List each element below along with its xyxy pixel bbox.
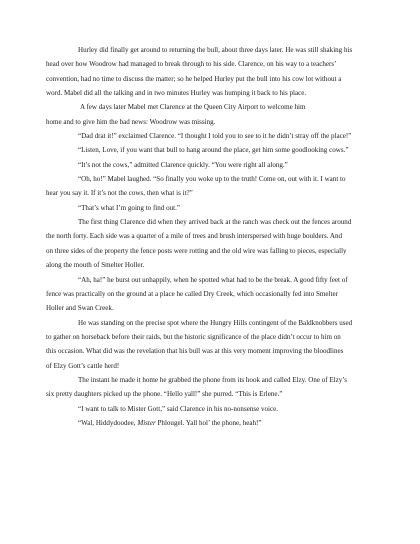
text-line: “Oh, ho!” Mabel laughed. “So finally you woke up to the truth! Come on, out with it. I want to <box>78 175 346 184</box>
text-line: fence was practically on the ground at a place he called Dry Creek, which occasionally fed into Smelter <box>46 289 338 298</box>
text-line: He was standing on the precise spot where the Hungry Hills contingent of the Baldknobbers used <box>78 318 353 327</box>
text-line: to gather on horseback before their raids, but the historic significance of the place didn’t occur to him on <box>46 332 341 341</box>
text-segment: Phlougel. Yall hol’ the phone, heah!” <box>155 418 262 427</box>
text-line: “Dad drat it!” exclaimed Clarence. “I thought I told you to see to it he didn’t stray off the place!” <box>78 132 352 141</box>
text-line: Holler and Swan Creek. <box>46 304 114 313</box>
text-line: the north forty. Each side was a quarter of a mile of trees and brush interspersed with huge boulders. And <box>46 232 343 241</box>
text-line: “Listen, Love, if you want that bull to hang around the place, get him some goodlooking cows.” <box>78 146 349 155</box>
text-line: “It’s not the cows,” admitted Clarence quickly. “You were right all along.” <box>78 160 288 169</box>
text-line: head over how Woodrow had managed to break through to his side. Clarence, on his way to a teachers’ <box>46 60 337 69</box>
text-line: on three sides of the property the fence posts were rotting and the old wire was falling to pieces, especially <box>46 246 347 255</box>
text-line: hear you say it. If it’s not the cows, then what is it?” <box>46 189 193 198</box>
text-line: The instant he made it home he grabbed the phone from its hook and called Elzy. One of Elzy’s <box>78 375 348 384</box>
text-line: “I want to talk to Mister Gott,” said Clarence in his no-nonsense voice. <box>78 404 279 413</box>
text-line: along the mouth of Smelter Holler. <box>46 261 145 270</box>
text-line: “That’s what I’m going to find out.” <box>78 203 180 212</box>
text-line: six pretty daughters picked up the phone. “Hello yall!” she purred. “This is Erlene.” <box>46 390 283 399</box>
text-line: of Elzy Gott’s cattle herd! <box>46 361 120 370</box>
text-line: this occasion. What did was the revelation that his bull was at this very moment improving the bloodlines <box>46 347 344 356</box>
text-line: word. Mabel did all the talking and in two minutes Hurley was humping it back to his place. <box>46 89 307 98</box>
text-line: Hurley did finally get around to returning the bull, about three days later. He was still shaking his <box>78 46 353 54</box>
body-text <box>46 43 376 416</box>
text-line: “Ah, ha!” he burst out unhappily, when he spotted what had to be the break. A good fifty feet of <box>78 275 348 284</box>
text-line: home and to give him the bad news: Woodrow was missing. <box>46 117 216 126</box>
text-segment: “Wal, Hiddydoodee, <box>78 418 138 427</box>
text-line: The first thing Clarence did when they arrived back at the ranch was check out the fences around <box>78 218 352 227</box>
text-line <box>46 416 376 430</box>
emphasis-text: Mister <box>137 418 156 427</box>
text-line: A few days later Mabel met Clarence at the Queen City Airport to welcome him <box>80 103 306 112</box>
text-line: convention, had no time to discuss the matter; so he helped Hurley put the bull into his cow lot without a <box>46 74 342 83</box>
